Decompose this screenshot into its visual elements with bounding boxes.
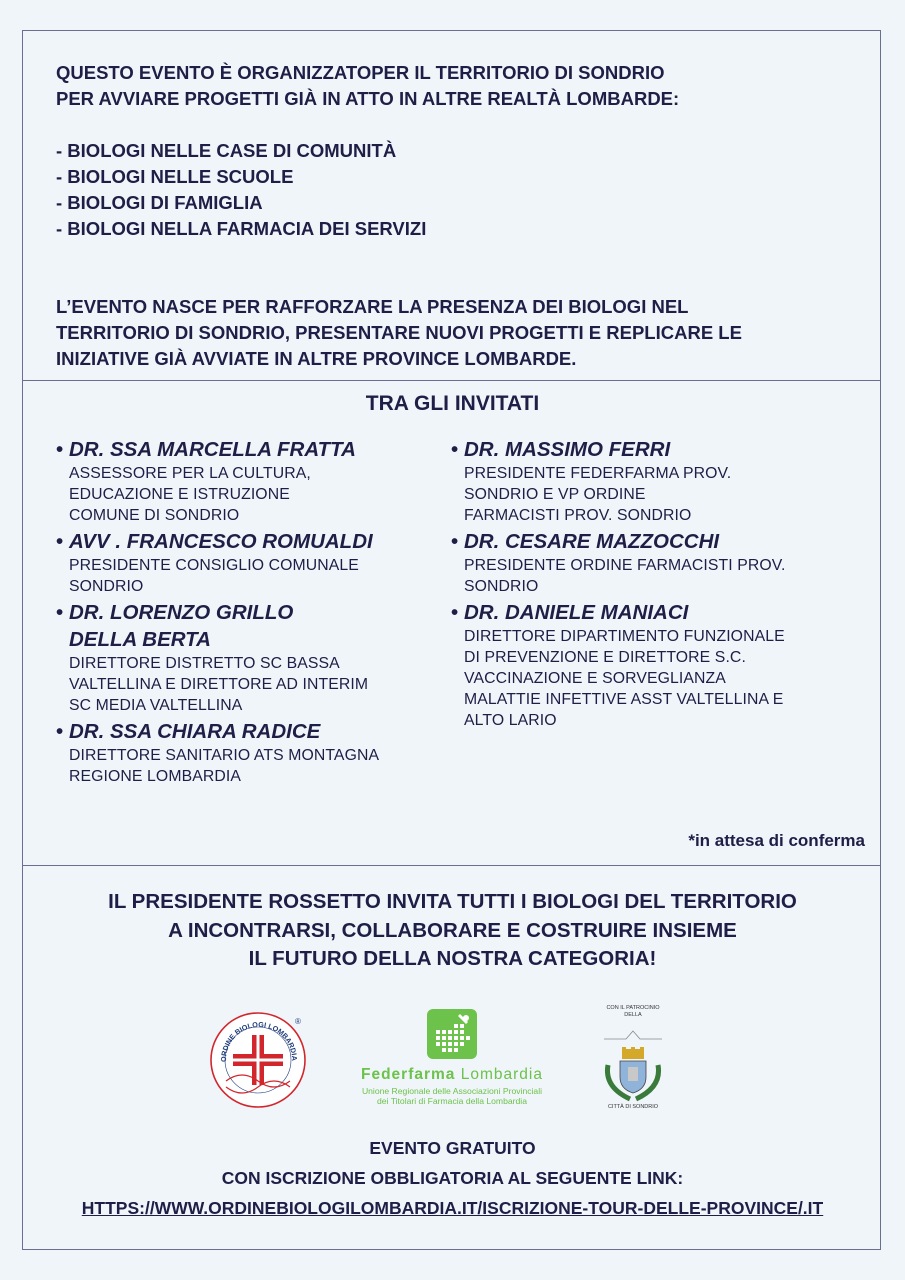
guest-entry: [56, 718, 436, 787]
purpose-paragraph: [56, 294, 856, 372]
guest-name: AVV . FRANCESCO ROMUALDI: [69, 530, 373, 553]
federfarma-lombardia-logo: [352, 1008, 552, 1106]
invite-line: A INCONTRARSI, COLLABORARE E COSTRUIRE INSIEME: [168, 918, 737, 942]
guest-role: DIRETTORE SANITARIO ATS MONTAGNA REGIONE LOMBARDIA: [69, 747, 380, 785]
guest-name: DR. LORENZO GRILLO DELLA BERTA: [69, 601, 294, 651]
obl-emblem-icon: [206, 1009, 312, 1113]
federfarma-subtitle: dei Titolari di Farmacia della Lombardia: [377, 1096, 527, 1106]
guest-role: PRESIDENTE CONSIGLIO COMUNALE SONDRIO: [69, 557, 359, 595]
invite-line: IL PRESIDENTE ROSSETTO INVITA TUTTI I BIOLOGI DEL TERRITORIO: [108, 890, 797, 913]
guest-role: DIRETTORE DIPARTIMENTO FUNZIONALE DI PREVENZIONE E DIRETTORE S.C. VACCINAZIONE E SORVEGLIANZA MALATTIE INFETTIVE ASST VALTELLINA E ALTO LARIO: [464, 628, 785, 729]
purpose-line: L’EVENTO NASCE PER RAFFORZARE LA PRESENZA DEI BIOLOGI NEL: [56, 296, 689, 317]
bullet: •: [56, 530, 64, 553]
guests-heading: TRA GLI INVITATI: [365, 392, 540, 415]
guests-column-right: [451, 436, 851, 733]
project-item: - BIOLOGI NELLE CASE DI COMUNITÀ: [56, 140, 397, 161]
guest-name: DR. DANIELE MANIACI: [464, 601, 689, 624]
patronage-label: CON IL PATROCINIO: [606, 1005, 660, 1011]
bullet: •: [56, 438, 64, 461]
guests-column-left: [56, 436, 436, 789]
confirmation-note: *in attesa di conferma: [688, 831, 865, 850]
bullet: •: [451, 438, 459, 461]
project-item: - BIOLOGI NELLE SCUOLE: [56, 166, 294, 187]
project-item: - BIOLOGI DI FAMIGLIA: [56, 192, 263, 213]
guest-entry: [56, 528, 436, 597]
purpose-line: INIZIATIVE GIÀ AVVIATE IN ALTRE PROVINCE LOMBARDE.: [56, 348, 577, 369]
sondrio-coat-of-arms-icon: [600, 1045, 666, 1103]
intro-section: [56, 60, 856, 372]
guest-name: DR. SSA CHIARA RADICE: [69, 720, 321, 743]
guest-entry: [451, 528, 851, 597]
bullet: •: [56, 720, 64, 743]
purpose-line: TERRITORIO DI SONDRIO, PRESENTARE NUOVI PROGETTI E REPLICARE LE: [56, 322, 742, 343]
guest-entry: [56, 436, 436, 526]
guest-role: PRESIDENTE ORDINE FARMACISTI PROV. SONDRIO: [464, 557, 786, 595]
registration-footer: [0, 1136, 905, 1226]
guest-entry: [56, 599, 436, 716]
obl-logo-text: ORDINE BIOLOGI LOMBARDIA: [218, 1019, 300, 1063]
bullet: •: [451, 601, 459, 624]
patronage-divider-icon: [600, 1019, 666, 1045]
guest-name: DR. MASSIMO FERRI: [464, 438, 671, 461]
project-item: - BIOLOGI NELLA FARMACIA DEI SERVIZI: [56, 218, 427, 239]
intro-line-1: QUESTO EVENTO È ORGANIZZATOPER IL TERRITORIO DI SONDRIO: [56, 62, 665, 83]
bullet: •: [56, 601, 64, 624]
bullet: •: [451, 530, 459, 553]
city-name-label: CITTÀ DI SONDRIO: [607, 1104, 659, 1110]
federfarma-subtitle: Unione Regionale delle Associazioni Provinciali: [361, 1086, 543, 1096]
intro-line-2: PER AVVIARE PROGETTI GIÀ IN ATTO IN ALTRE REALTÀ LOMBARDE:: [56, 88, 680, 109]
project-list: [56, 138, 856, 242]
section-divider: [22, 380, 881, 381]
guest-role: DIRETTORE DISTRETTO SC BASSA VALTELLINA E DIRETTORE AD INTERIM SC MEDIA VALTELLINA: [69, 655, 369, 714]
federfarma-name: Federfarma: [361, 1066, 456, 1083]
patronage-label: DELLA: [624, 1012, 642, 1018]
section-divider: [22, 865, 881, 866]
invite-line: IL FUTURO DELLA NOSTRA CATEGORIA!: [248, 947, 657, 970]
registration-link[interactable]: HTTPS://WWW.ORDINEBIOLOGILOMBARDIA.IT/ISCRIZIONE-TOUR-DELLE-PROVINCE/.IT: [81, 1198, 824, 1218]
invitation-message: [0, 888, 905, 974]
guest-name: DR. CESARE MAZZOCCHI: [464, 530, 720, 553]
registered-mark: ®: [295, 1017, 301, 1026]
guest-entry: [451, 599, 851, 731]
guest-entry: [451, 436, 851, 526]
guest-name: DR. SSA MARCELLA FRATTA: [69, 438, 356, 461]
registration-required-label: CON ISCRIZIONE OBBLIGATORIA AL SEGUENTE LINK:: [221, 1168, 684, 1188]
guest-role: PRESIDENTE FEDERFARMA PROV. SONDRIO E VP ORDINE FARMACISTI PROV. SONDRIO: [464, 465, 732, 524]
free-event-label: EVENTO GRATUITO: [369, 1138, 536, 1158]
federfarma-pharmacy-icon: [426, 1008, 478, 1060]
guest-role: ASSESSORE PER LA CULTURA, EDUCAZIONE E ISTRUZIONE COMUNE DI SONDRIO: [69, 465, 311, 524]
federfarma-region: Lombardia: [460, 1066, 543, 1083]
citta-di-sondrio-patronage-logo: [600, 1005, 666, 1110]
ordine-biologi-lombardia-logo: [206, 1009, 312, 1118]
